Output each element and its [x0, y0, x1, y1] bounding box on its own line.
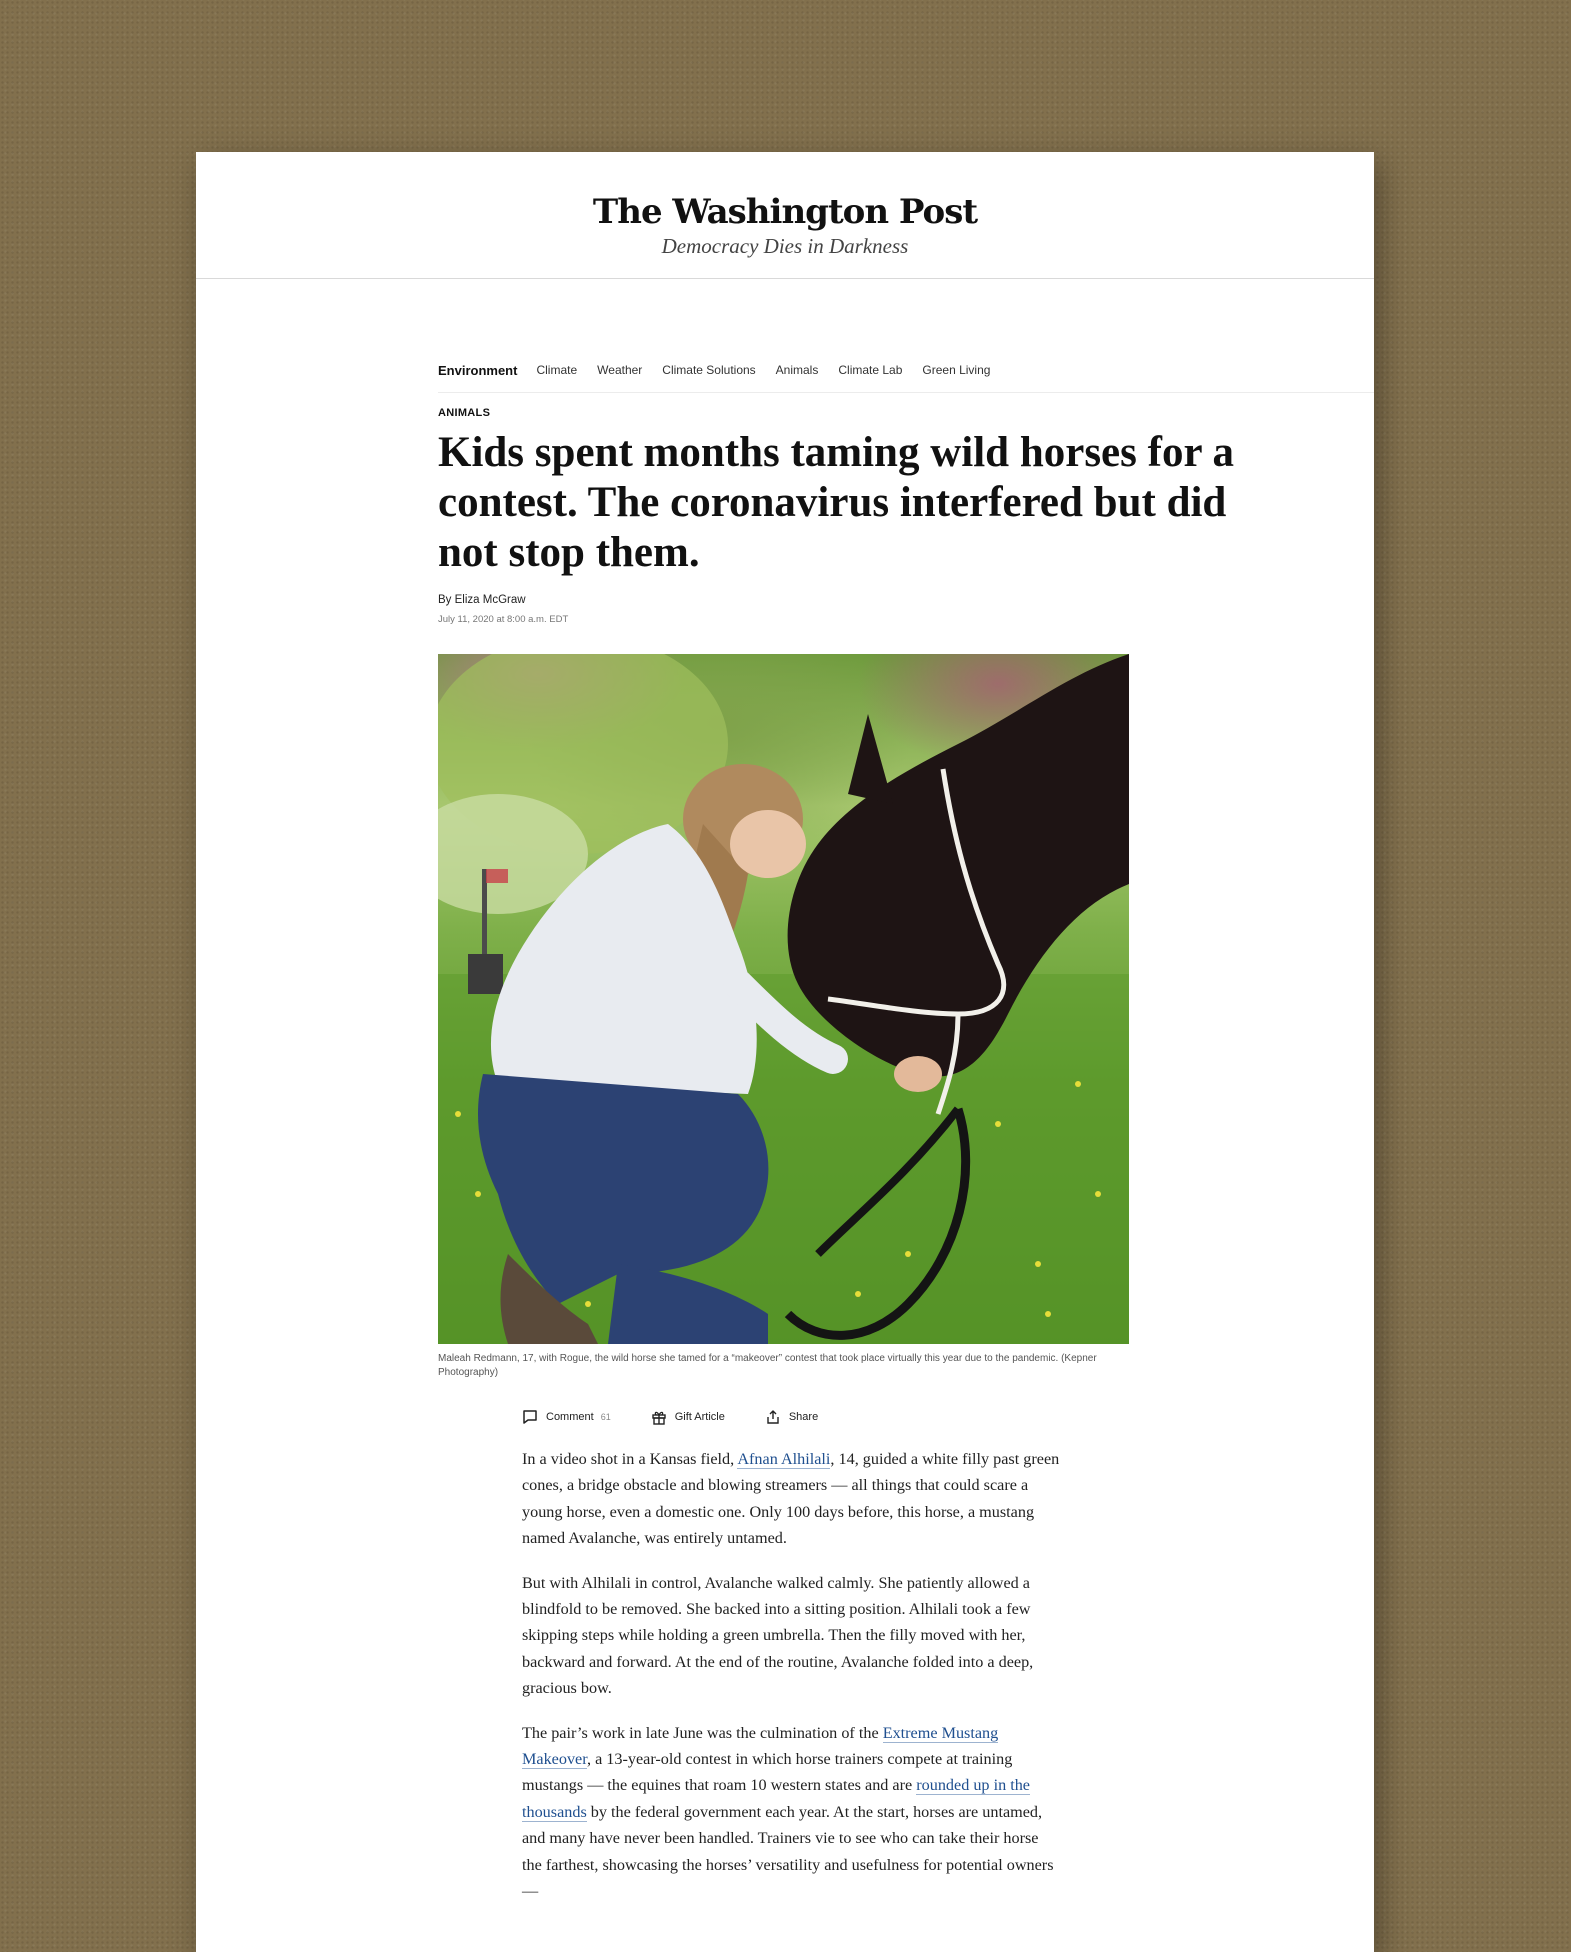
share-icon — [765, 1409, 781, 1425]
gift-article-button[interactable] — [651, 1409, 725, 1425]
article-body — [522, 1446, 1062, 1923]
publish-date: July 11, 2020 at 8:00 a.m. EDT — [438, 614, 569, 625]
subnav-item-environment[interactable]: Environment — [438, 362, 518, 378]
subnav-item-animals[interactable]: Animals — [775, 363, 819, 377]
photo-caption: Maleah Redmann, 17, with Rogue, the wild horse she tamed for a “makeover” contest that took place virtually this year due to the pandemic. (Kepner Photography) — [438, 1353, 1097, 1378]
subnav-item-weather[interactable]: Weather — [597, 363, 643, 377]
article-headline: Kids spent months taming wild horses for a contest. The coronavirus interfered but did not stop them. — [438, 429, 1235, 576]
gift-article-label: Gift Article — [674, 1411, 725, 1423]
paragraph-text: The pair’s work in late June was the culmination of the — [522, 1723, 883, 1742]
comment-label: Comment — [546, 1411, 594, 1423]
byline — [438, 594, 526, 606]
subnav-item-climate-solutions[interactable]: Climate Solutions — [662, 363, 756, 377]
subnav-item-climate-lab[interactable]: Climate Lab — [838, 363, 903, 377]
inline-link[interactable]: Extreme Mustang Makeover — [522, 1723, 999, 1769]
paragraph — [522, 1446, 1062, 1552]
paragraph — [522, 1720, 1062, 1905]
paragraph-text: by the federal government each year. At the start, horses are untamed, and many have never been handled. Trainers vie to see who can take their horse the farthest, showcasing the horses’ versatility and usefulness for potential owners — — [522, 1802, 1054, 1901]
comment-icon — [522, 1409, 538, 1425]
inline-link[interactable]: rounded up in the thousands — [522, 1776, 1030, 1821]
article-actions — [522, 1406, 858, 1428]
site-logo[interactable]: The Washington Post — [592, 192, 978, 232]
paragraph-text: , a 13-year-old contest in which horse trainers compete at training mustangs — the equines that roam 10 western states and are — [522, 1750, 1013, 1795]
share-label: Share — [788, 1411, 819, 1423]
article-kicker[interactable]: ANIMALS — [438, 407, 491, 419]
subnav-item-green-living[interactable]: Green Living — [922, 363, 991, 377]
section-subnav — [438, 348, 1374, 393]
comment-count: 61 — [600, 1412, 611, 1422]
article-page — [196, 152, 1374, 1952]
paragraph-text: , 14, guided a white filly past green cones, a bridge obstacle and blowing streamers — all things that could scare a young horse, even a domestic one. Only 100 days before, this horse, a mustang named Avalanche, was entirely untamed. — [522, 1450, 1060, 1548]
subnav-item-climate[interactable]: Climate — [536, 363, 578, 377]
byline-prefix: By — [438, 594, 455, 606]
masthead — [196, 152, 1374, 279]
lead-photo — [438, 654, 1129, 1344]
site-tagline: Democracy Dies in Darkness — [661, 234, 909, 258]
paragraph: But with Alhilali in control, Avalanche walked calmly. She patiently allowed a blindfold to be removed. She backed into a sitting position. Alhilali took a few skipping steps while holding a green umbrella. Then the filly moved with her, backward and forward. At the end of the routine, Avalanche folded into a deep, gracious bow. — [522, 1573, 1034, 1698]
gift-icon — [651, 1409, 667, 1425]
comment-button[interactable] — [522, 1409, 611, 1425]
lead-photo-illustration — [438, 654, 1129, 1344]
paragraph-text: In a video shot in a Kansas field, — [522, 1450, 738, 1468]
inline-link[interactable]: Afnan Alhilali — [737, 1450, 831, 1468]
share-button[interactable] — [765, 1409, 818, 1425]
author-link[interactable]: Eliza McGraw — [454, 594, 526, 606]
